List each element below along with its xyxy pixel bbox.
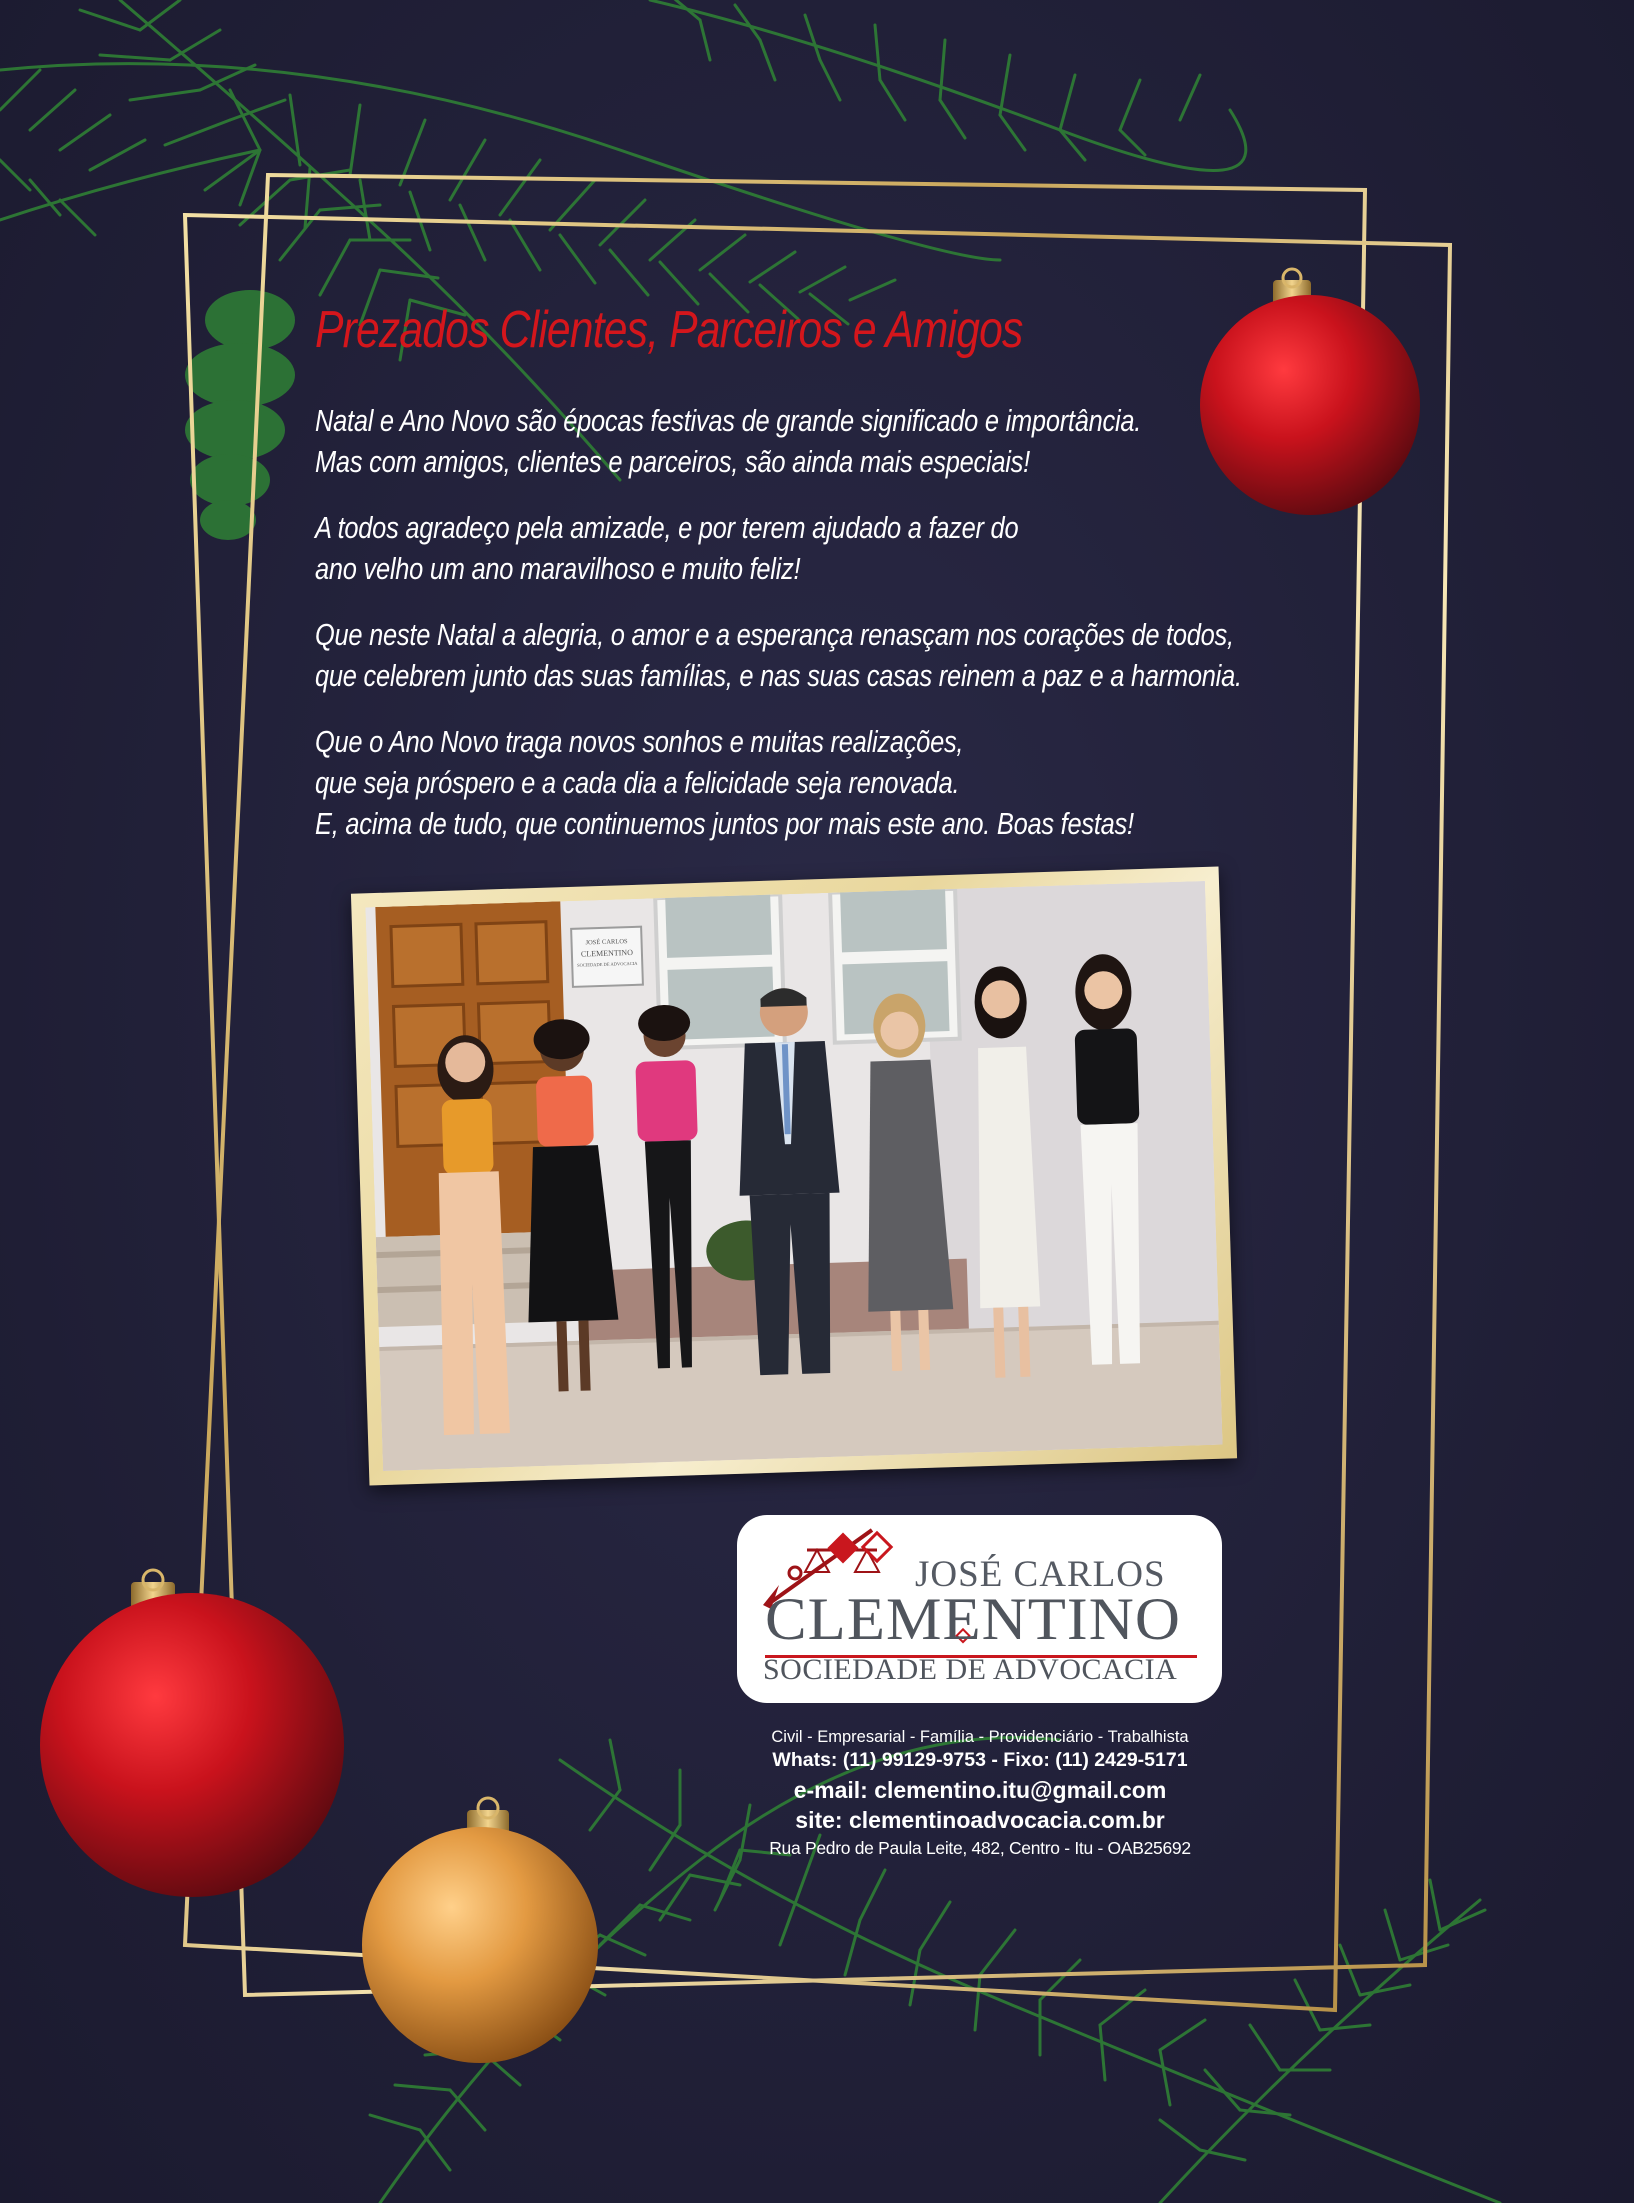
greeting-line: que celebrem junto das suas famílias, e nas suas casas reinem a paz e a harmonia. (315, 658, 1242, 693)
greeting-paragraph (315, 614, 1242, 696)
contact-block (735, 1727, 1225, 1860)
address-text: Rua Pedro de Paula Leite, 482, Centro - Itu - OAB25692 (769, 1838, 1191, 1858)
greeting-paragraph (315, 721, 1135, 844)
team-photo-illustration (365, 881, 1222, 1471)
logo-surname: CLEMENTINO (765, 1586, 1181, 1652)
greeting-line: Mas com amigos, clientes e parceiros, são ainda mais especiais! (315, 444, 1030, 479)
greeting-line: Que neste Natal a alegria, o amor e a esperança renasçam nos corações de todos, (315, 617, 1234, 652)
practice-areas: Civil - Empresarial - Família - Providenciário - Trabalhista (771, 1728, 1189, 1746)
greeting-line: ano velho um ano maravilhoso e muito feliz! (315, 551, 801, 586)
greeting-line: que seja próspero e a cada dia a felicidade seja renovada. (315, 765, 960, 800)
email-text: e-mail: clementino.itu@gmail.com (793, 1777, 1167, 1803)
team-photo-frame (351, 867, 1237, 1486)
firm-logo (737, 1515, 1222, 1703)
door-sign-line: SOCIEDADE DE ADVOCACIA (576, 960, 638, 968)
door-sign-line: JOSÉ CARLOS (585, 938, 628, 947)
pine-cone-icon (185, 290, 295, 540)
greeting-line: Natal e Ano Novo são épocas festivas de grande significado e importância. (315, 403, 1142, 438)
red-ornament-bottom-left (40, 1570, 344, 1897)
phone-numbers: Whats: (11) 99129-9753 - Fixo: (11) 2429-5171 (772, 1749, 1188, 1771)
greeting-line: A todos agradeço pela amizade, e por terem ajudado a fazer do (315, 510, 1019, 545)
greeting-line: E, acima de tudo, que continuemos juntos por mais este ano. Boas festas! (315, 806, 1134, 841)
gold-ornament-bottom (362, 1798, 598, 2063)
greeting-block (315, 300, 1242, 869)
greeting-paragraph (315, 507, 1135, 589)
red-ornament-top-right (1200, 269, 1420, 515)
greeting-paragraph (315, 400, 1142, 482)
team-photo (365, 881, 1222, 1471)
logo-name-line: JOSÉ CARLOS (915, 1554, 1166, 1595)
logo-subtitle: SOCIEDADE DE ADVOCACIA (763, 1653, 1178, 1686)
website-text: site: clementinoadvocacia.com.br (795, 1807, 1165, 1833)
greeting-title: Prezados Clientes, Parceiros e Amigos (315, 301, 1023, 359)
door-sign-line: CLEMENTINO (580, 947, 634, 959)
greeting-line: Que o Ano Novo traga novos sonhos e muitas realizações, (315, 724, 964, 759)
